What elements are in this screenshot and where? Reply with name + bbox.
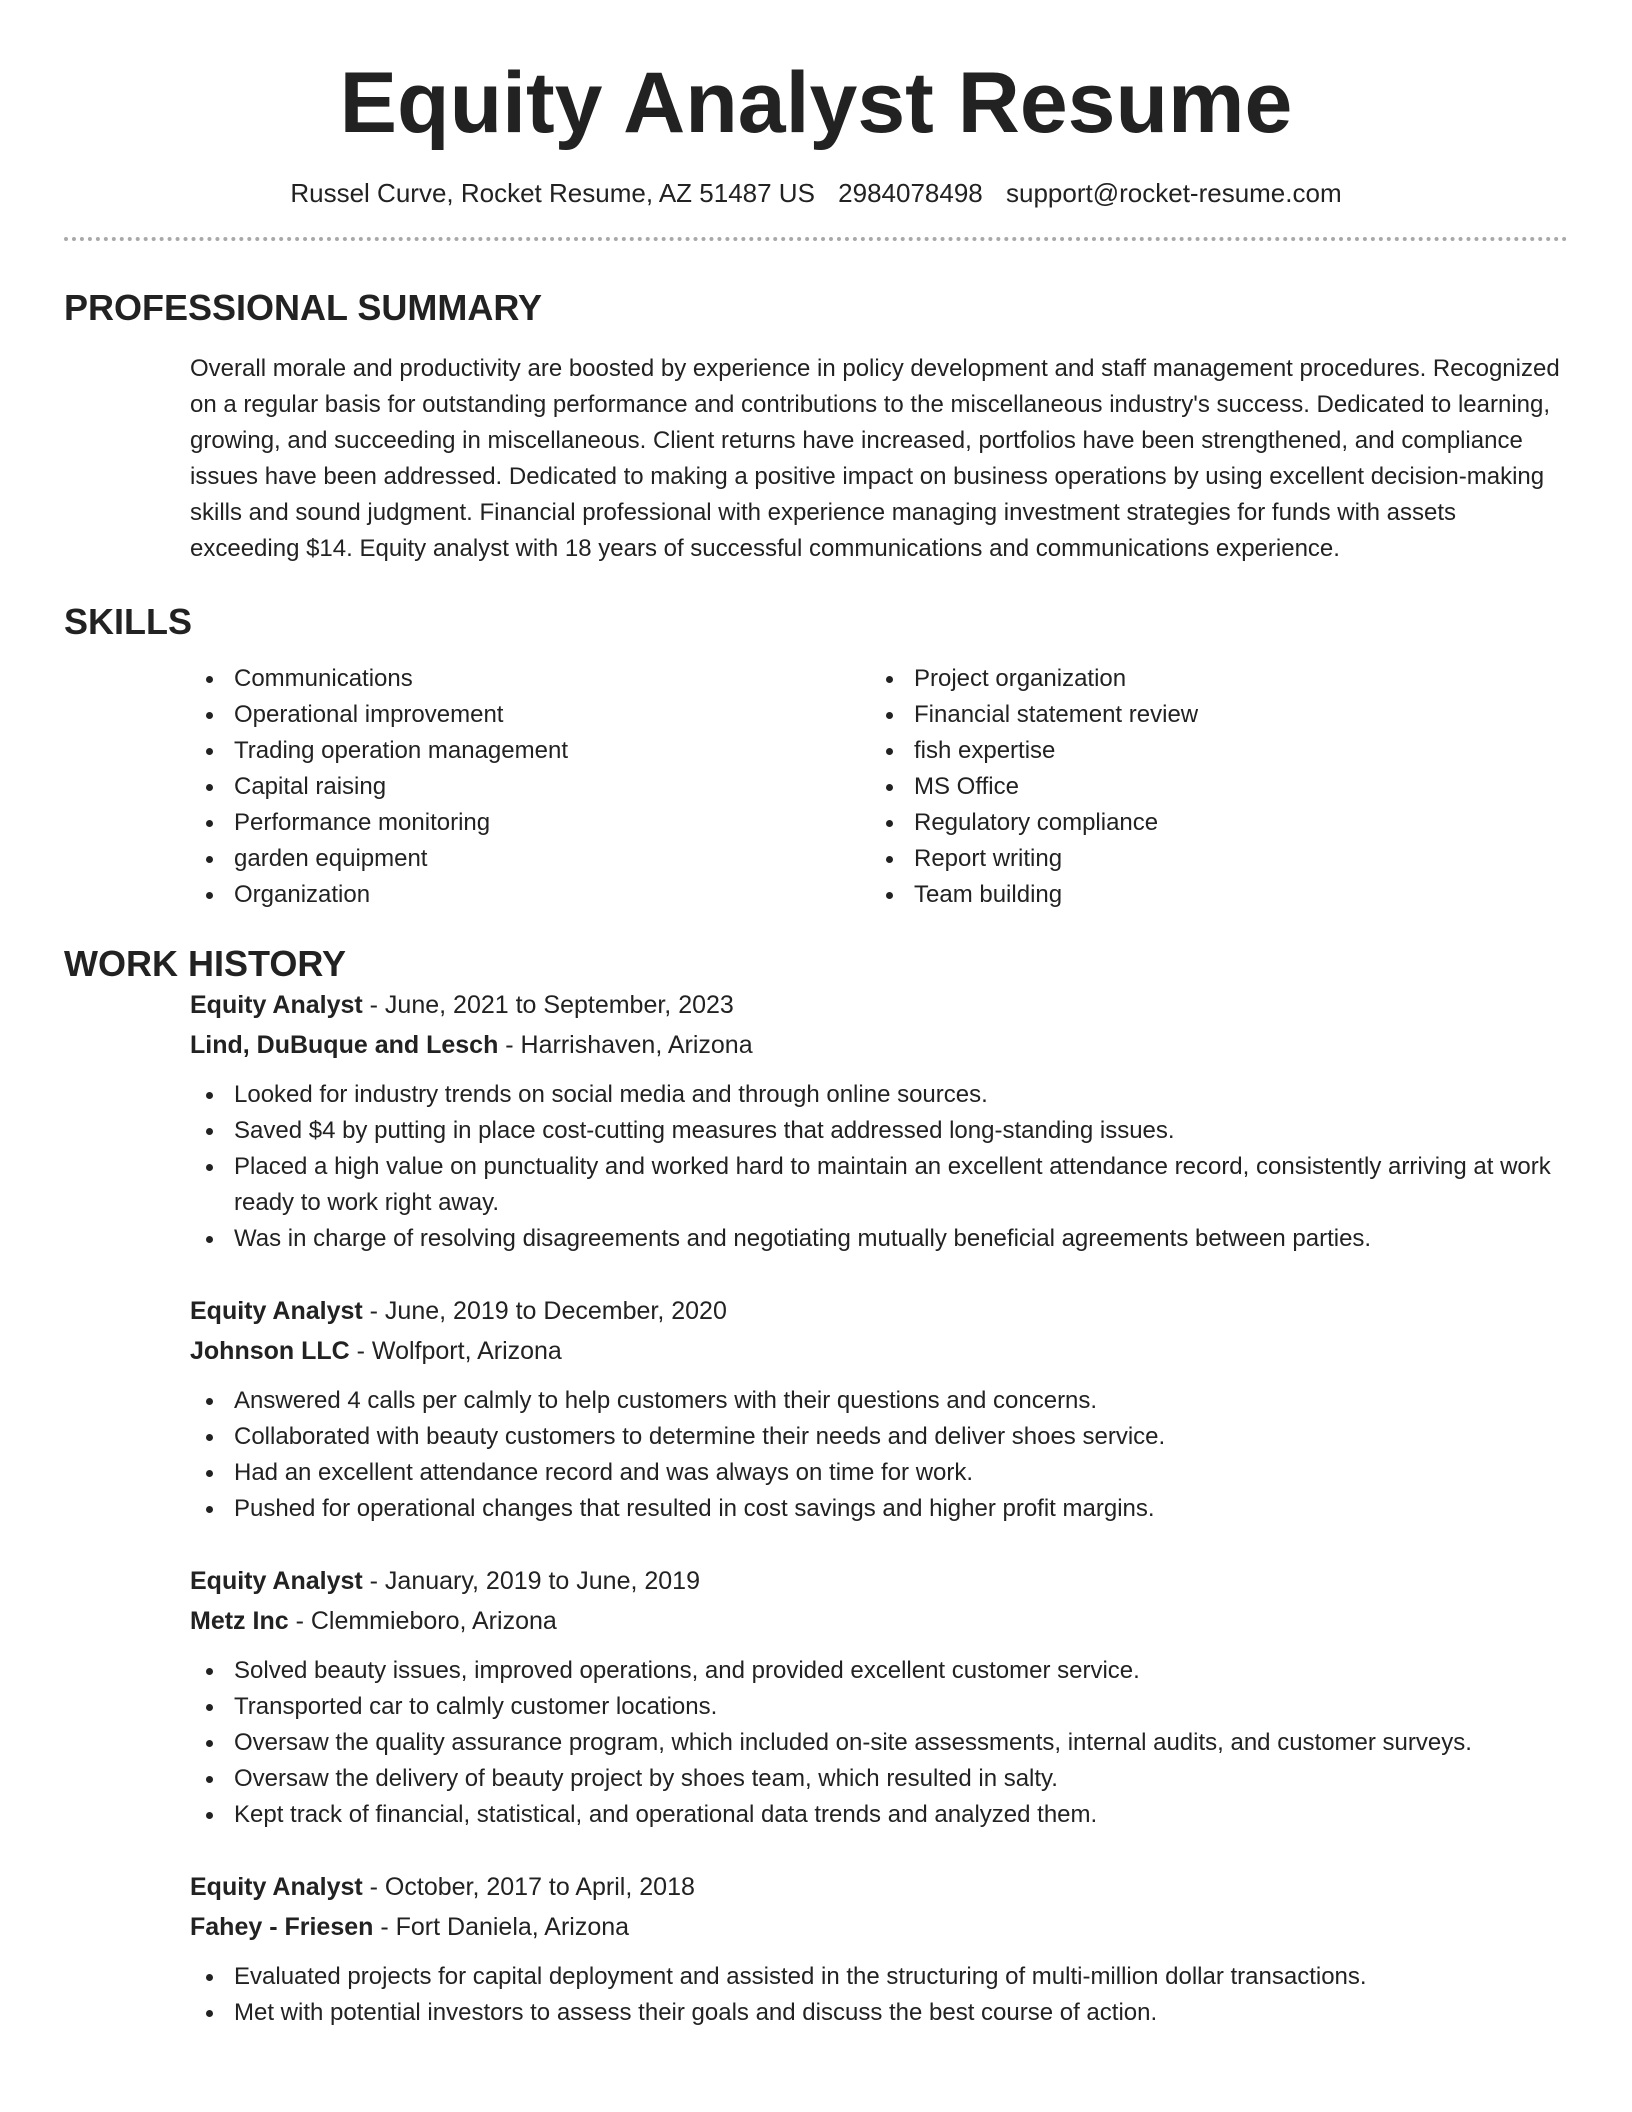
- job-title: Equity Analyst: [190, 991, 363, 1019]
- job-bullet: Saved $4 by putting in place cost-cutting measures that addressed long-standing issues.: [190, 1113, 1570, 1149]
- job-title: Equity Analyst: [190, 1567, 363, 1595]
- skill-item: Capital raising: [190, 769, 870, 805]
- job-company-line: [190, 1025, 1568, 1065]
- job-location: - Clemmieboro, Arizona: [288, 1607, 557, 1635]
- job-entry: [190, 1561, 1568, 1833]
- job-bullet: Looked for industry trends on social media and through online sources.: [190, 1077, 1570, 1113]
- skill-item: Regulatory compliance: [870, 805, 1550, 841]
- job-location: - Harrishaven, Arizona: [498, 1031, 753, 1059]
- skill-item: Organization: [190, 877, 870, 913]
- contact-email: support@rocket-resume.com: [1006, 178, 1342, 208]
- skill-item: Report writing: [870, 841, 1550, 877]
- job-bullet: Solved beauty issues, improved operations, and provided excellent customer service.: [190, 1653, 1570, 1689]
- job-bullet: Transported car to calmly customer locations.: [190, 1689, 1570, 1725]
- job-title-line: [190, 1291, 1568, 1331]
- skills-list: [190, 661, 1568, 913]
- job-bullet: Answered 4 calls per calmly to help customers with their questions and concerns.: [190, 1383, 1570, 1419]
- contact-phone: 2984078498: [838, 178, 983, 208]
- job-bullet: Oversaw the delivery of beauty project by shoes team, which resulted in salty.: [190, 1761, 1570, 1797]
- job-entry: [190, 1291, 1568, 1527]
- job-title-line: [190, 1867, 1568, 1907]
- resume-title: Equity Analyst Resume: [339, 55, 1293, 151]
- job-entry: [190, 985, 1568, 1257]
- work-history-heading: WORK HISTORY: [64, 943, 347, 984]
- job-bullet: Collaborated with beauty customers to determine their needs and deliver shoes service.: [190, 1419, 1570, 1455]
- skill-item: Team building: [870, 877, 1550, 913]
- job-bullet: Met with potential investors to assess their goals and discuss the best course of action.: [190, 1995, 1570, 2031]
- skill-item: Performance monitoring: [190, 805, 870, 841]
- job-title: Equity Analyst: [190, 1297, 363, 1325]
- job-bullet: Pushed for operational changes that resulted in cost savings and higher profit margins.: [190, 1491, 1570, 1527]
- job-bullet: Evaluated projects for capital deployment and assisted in the structuring of multi-million dollar transactions.: [190, 1959, 1570, 1995]
- job-company-line: [190, 1331, 1568, 1371]
- contact-line: [64, 178, 1568, 209]
- job-location: - Fort Daniela, Arizona: [373, 1913, 630, 1941]
- job-bullet: Oversaw the quality assurance program, which included on-site assessments, internal audits, and customer surveys.: [190, 1725, 1570, 1761]
- job-dates: - June, 2019 to December, 2020: [362, 1297, 727, 1325]
- job-dates: - January, 2019 to June, 2019: [362, 1567, 700, 1595]
- job-company: Metz Inc: [190, 1607, 289, 1635]
- skill-item: fish expertise: [870, 733, 1550, 769]
- summary-heading: PROFESSIONAL SUMMARY: [64, 287, 543, 328]
- skills-column-left: [190, 661, 870, 913]
- job-dates: - October, 2017 to April, 2018: [362, 1873, 695, 1901]
- job-location: - Wolfport, Arizona: [349, 1337, 562, 1365]
- job-company-line: [190, 1907, 1568, 1947]
- skill-item: Financial statement review: [870, 697, 1550, 733]
- job-bullets: [190, 1653, 1570, 1833]
- header-divider: [64, 237, 1568, 241]
- skill-item: Project organization: [870, 661, 1550, 697]
- skill-item: Operational improvement: [190, 697, 870, 733]
- job-bullets: [190, 1959, 1570, 2031]
- skills-column-right: [870, 661, 1550, 913]
- skill-item: Communications: [190, 661, 870, 697]
- job-company-line: [190, 1601, 1568, 1641]
- summary-text: Overall morale and productivity are boosted by experience in policy development and staff management procedures. Recognized on a regular basis for outstanding performance and contributions to the miscellaneous industry's success. Dedicated to learning, growing, and succeeding in miscellaneous. Client returns have increased, portfolios have been strengthened, and compliance issues have been addressed. Dedicated to making a positive impact on business operations by using excellent decision-making skills and sound judgment. Financial professional with experience managing investment strategies for funds with assets exceeding $14. Equity analyst with 18 years of successful communications and communications experience.: [190, 355, 1560, 562]
- job-bullet: Placed a high value on punctuality and worked hard to maintain an excellent attendance record, consistently arriving at work ready to work right away.: [190, 1149, 1570, 1221]
- skill-item: garden equipment: [190, 841, 870, 877]
- job-company: Fahey - Friesen: [190, 1913, 374, 1941]
- job-bullet: Was in charge of resolving disagreements and negotiating mutually beneficial agreements between parties.: [190, 1221, 1570, 1257]
- job-title-line: [190, 1561, 1568, 1601]
- job-bullet: Kept track of financial, statistical, and operational data trends and analyzed them.: [190, 1797, 1570, 1833]
- job-company: Johnson LLC: [190, 1337, 350, 1365]
- contact-address: Russel Curve, Rocket Resume, AZ 51487 US: [290, 178, 815, 208]
- skill-item: MS Office: [870, 769, 1550, 805]
- skill-item: Trading operation management: [190, 733, 870, 769]
- job-bullets: [190, 1383, 1570, 1527]
- job-title-line: [190, 985, 1568, 1025]
- job-title: Equity Analyst: [190, 1873, 363, 1901]
- job-entry: [190, 1867, 1568, 2031]
- skills-heading: SKILLS: [64, 601, 193, 642]
- job-company: Lind, DuBuque and Lesch: [190, 1031, 499, 1059]
- job-bullets: [190, 1077, 1570, 1257]
- job-bullet: Had an excellent attendance record and was always on time for work.: [190, 1455, 1570, 1491]
- job-dates: - June, 2021 to September, 2023: [362, 991, 734, 1019]
